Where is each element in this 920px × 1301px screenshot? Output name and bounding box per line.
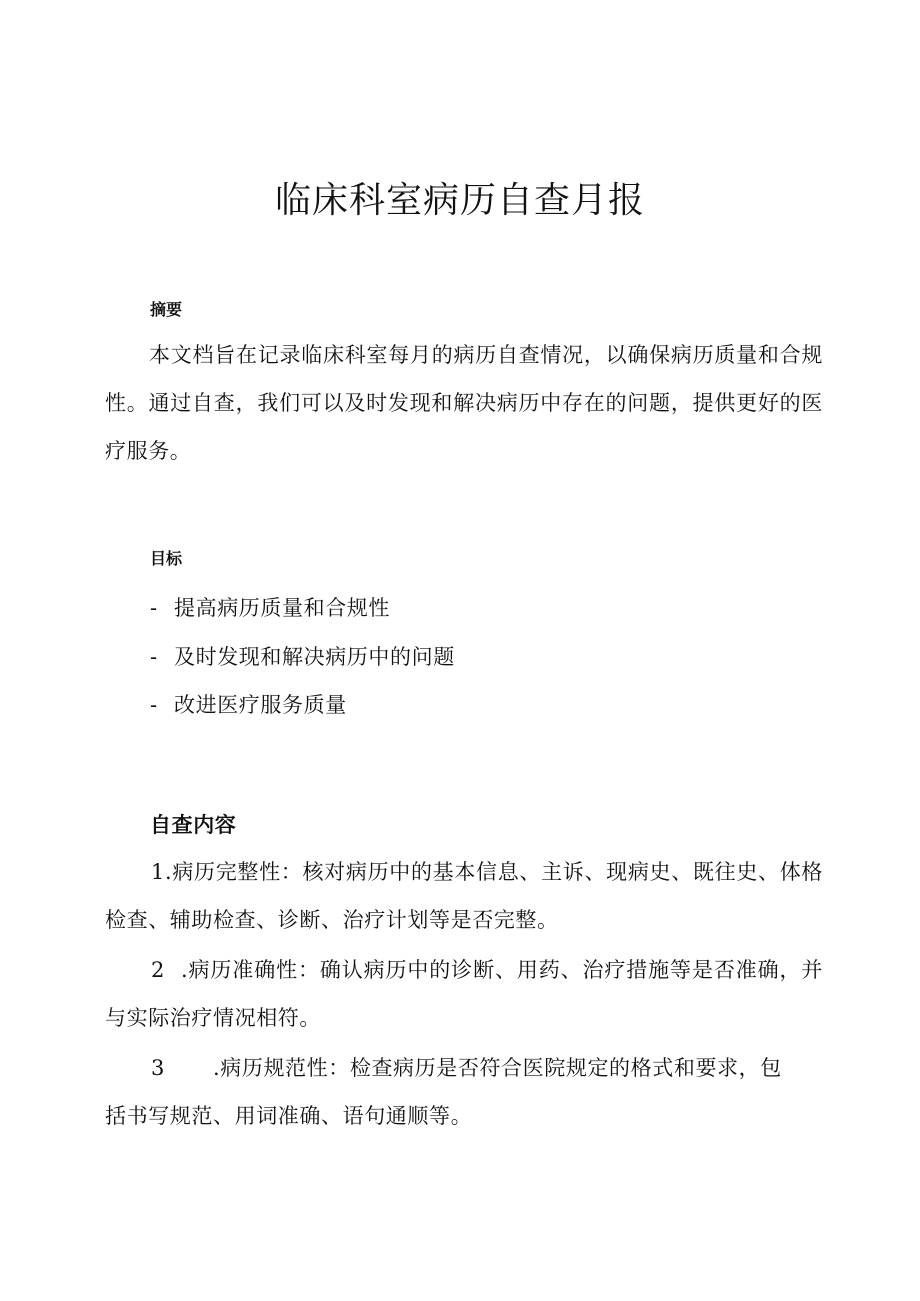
goals-heading: 目标 bbox=[150, 549, 183, 568]
abstract-paragraph: 本文档旨在记录临床科室每月的病历自查情况，以确保病历质量和合规性。通过自查，我们可以及时发现和解决病历中存在的问题，提供更好的医疗服务。 bbox=[105, 343, 823, 463]
self-check-item-line bbox=[105, 848, 823, 896]
goal-item bbox=[150, 584, 455, 633]
item-number: 1. bbox=[151, 860, 173, 884]
self-check-item-line bbox=[105, 1044, 823, 1092]
goal-dash: - bbox=[150, 596, 158, 620]
goal-text: 改进医疗服务质量 bbox=[174, 693, 347, 717]
self-check-heading: 自查内容 bbox=[150, 812, 237, 837]
goal-item bbox=[150, 681, 455, 730]
goals-list bbox=[150, 584, 455, 730]
item-text: .病历准确性：确认病历中的诊断、用药、治疗措施等是否准确，并 bbox=[180, 958, 823, 982]
self-check-item-1 bbox=[105, 848, 823, 944]
abstract-heading: 摘要 bbox=[150, 300, 183, 319]
self-check-item-3 bbox=[105, 1044, 823, 1140]
item-text: .病历规范性：检查病历是否符合医院规定的格式和要求，包 bbox=[212, 1056, 782, 1080]
item-number: 3 bbox=[151, 1056, 165, 1080]
goal-dash: - bbox=[150, 693, 158, 717]
self-check-item-line bbox=[105, 946, 823, 994]
self-check-item-line: 括书写规范、用词准确、语句通顺等。 bbox=[105, 1104, 473, 1128]
item-text: 病历完整性：核对病历中的基本信息、主诉、现病史、既往史、体格 bbox=[172, 860, 823, 884]
self-check-item-2 bbox=[105, 946, 823, 1042]
goal-text: 及时发现和解决病历中的问题 bbox=[174, 644, 455, 669]
goal-text: 提高病历质量和合规性 bbox=[174, 596, 390, 620]
self-check-item-line: 检查、辅助检查、诊断、治疗计划等是否完整。 bbox=[105, 908, 559, 932]
self-check-item-line: 与实际治疗情况相符。 bbox=[105, 1006, 321, 1030]
document-title: 临床科室病历自查月报 bbox=[274, 180, 645, 221]
goal-dash: - bbox=[150, 644, 158, 669]
item-number: 2 bbox=[151, 958, 165, 982]
goal-item bbox=[150, 633, 455, 682]
